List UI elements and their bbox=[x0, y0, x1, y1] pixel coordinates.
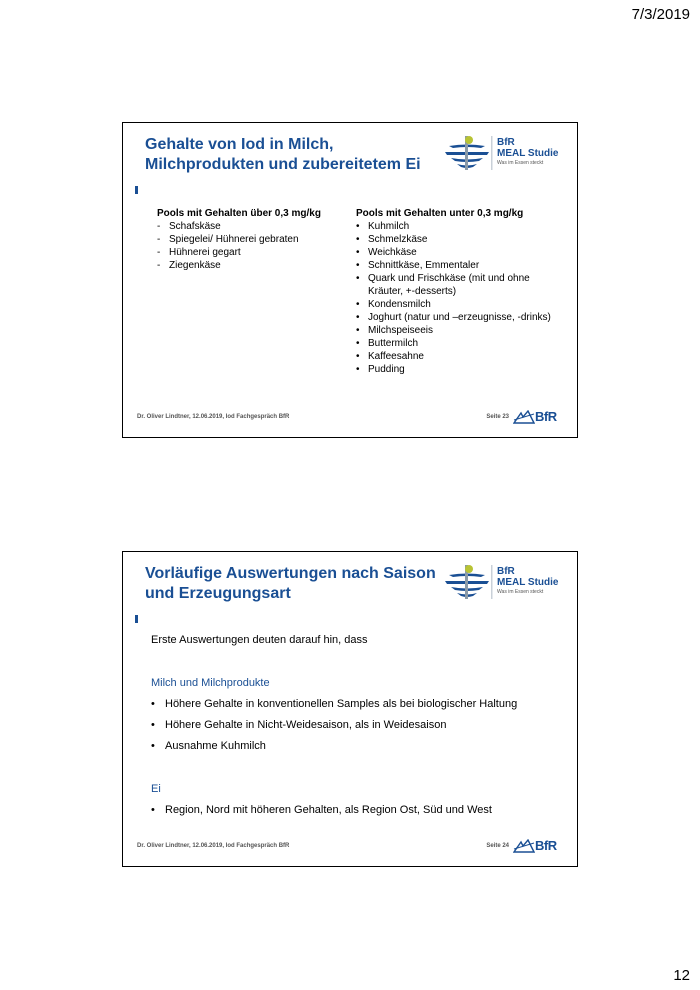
list-item: • Höhere Gehalte in konventionellen Samples als bei biologischer Haltung bbox=[151, 698, 518, 710]
slide-title: Vorläufige Auswertungen nach Saison und Erzeugungsart bbox=[145, 565, 436, 602]
bfr-emblem-icon bbox=[513, 839, 535, 853]
pools-over-column bbox=[157, 207, 357, 272]
list-item: - Ziegenkäse bbox=[157, 260, 221, 271]
slide-footer bbox=[137, 409, 565, 425]
list-item: • Buttermilch bbox=[356, 338, 419, 349]
bfr-small-logo bbox=[513, 409, 565, 425]
slide-24 bbox=[122, 551, 578, 867]
list-item: • Höhere Gehalte in Nicht-Weidesaison, als in Weidesaison bbox=[151, 719, 447, 731]
globe-icon bbox=[441, 134, 493, 174]
logo-text-meal: MEAL Studie bbox=[497, 577, 559, 588]
bfr-small-text: BfR bbox=[535, 409, 557, 424]
logo-text-bfr: BfR bbox=[497, 137, 515, 148]
section-heading-milk: Milch und Milchprodukte bbox=[151, 677, 270, 689]
list-item: • Region, Nord mit höheren Gehalten, als Region Ost, Süd und West bbox=[151, 804, 492, 816]
list-item: • Schnittkäse, Emmentaler bbox=[356, 260, 480, 271]
list-item: • Ausnahme Kuhmilch bbox=[151, 740, 266, 752]
title-accent-bar bbox=[135, 186, 138, 194]
bfr-small-text: BfR bbox=[535, 838, 557, 853]
list-item: - Hühnerei gegart bbox=[157, 247, 241, 258]
footer-page: Seite 23 bbox=[486, 414, 509, 420]
slide-23 bbox=[122, 122, 578, 438]
column-heading: Pools mit Gehalten über 0,3 mg/kg bbox=[157, 208, 321, 219]
bfr-small-logo bbox=[513, 838, 565, 854]
list-item: • Quark und Frischkäse (mit und ohne Kräuter, +-desserts) bbox=[356, 273, 530, 297]
logo-tagline: Was im Essen steckt bbox=[497, 160, 544, 166]
slide-footer bbox=[137, 838, 565, 854]
list-item: • Kaffeesahne bbox=[356, 351, 424, 362]
globe-icon bbox=[441, 563, 493, 603]
footer-page: Seite 24 bbox=[486, 843, 509, 849]
title-accent-bar bbox=[135, 615, 138, 623]
list-item: • Pudding bbox=[356, 364, 405, 375]
list-item: • Joghurt (natur und –erzeugnisse, -drinks) bbox=[356, 312, 551, 323]
section-heading-egg: Ei bbox=[151, 783, 161, 795]
bfr-meal-logo bbox=[441, 563, 565, 603]
page-number: 12 bbox=[673, 967, 690, 984]
page-date: 7/3/2019 bbox=[631, 6, 690, 23]
logo-tagline: Was im Essen steckt bbox=[497, 589, 544, 595]
column-heading: Pools mit Gehalten unter 0,3 mg/kg bbox=[356, 208, 524, 219]
list-item: • Schmelzkäse bbox=[356, 234, 428, 245]
list-item: • Milchspeiseeis bbox=[356, 325, 434, 336]
pools-under-column bbox=[356, 207, 556, 376]
footer-author: Dr. Oliver Lindtner, 12.06.2019, Iod Fachgespräch BfR bbox=[137, 843, 290, 849]
list-item: • Weichkäse bbox=[356, 247, 417, 258]
list-item: • Kuhmilch bbox=[356, 221, 410, 232]
bfr-meal-logo bbox=[441, 134, 565, 174]
logo-text-meal: MEAL Studie bbox=[497, 148, 559, 159]
list-item: - Schafskäse bbox=[157, 221, 221, 232]
list-item: - Spiegelei/ Hühnerei gebraten bbox=[157, 234, 299, 245]
slide-title: Gehalte von Iod in Milch, Milchprodukten und zubereitetem Ei bbox=[145, 136, 421, 173]
logo-text-bfr: BfR bbox=[497, 566, 515, 577]
footer-author: Dr. Oliver Lindtner, 12.06.2019, Iod Fachgespräch BfR bbox=[137, 414, 290, 420]
intro-text: Erste Auswertungen deuten darauf hin, dass bbox=[151, 634, 368, 646]
bfr-emblem-icon bbox=[513, 410, 535, 424]
list-item: • Kondensmilch bbox=[356, 299, 431, 310]
